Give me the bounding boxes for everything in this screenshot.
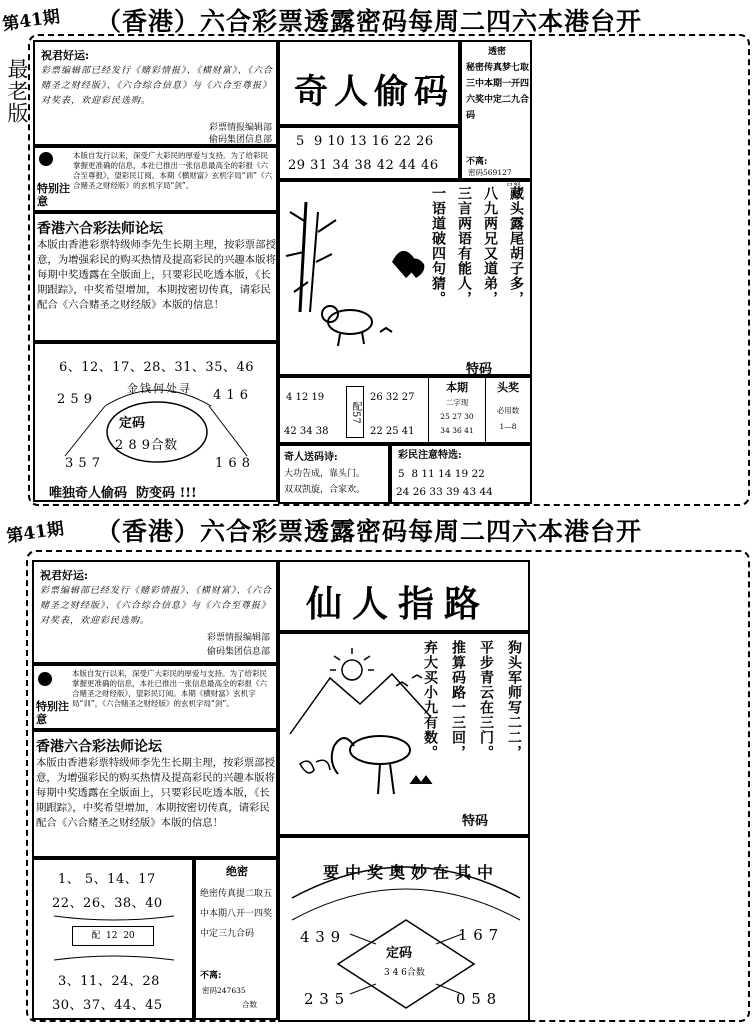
greeting-box (33, 40, 278, 146)
ding-value-2: 3 4 6合数 (384, 968, 425, 978)
edition-label: 最老版 (5, 58, 29, 124)
notice-text: 本版自发行以来，深受广大彩民的厚爱与支持。为了给彩民掌握更准确的信息，本社已推出一张信息最高全的彩报《六合至尊报》，望彩民订阅。本期《横财富》玄机字局“训”《六合赌圣之财经版》的玄机字局“剑”。 (73, 151, 273, 190)
notice-label: 特别注意 (37, 182, 70, 208)
grid-box (278, 376, 532, 444)
caimin-title: 彩民注意特选: (398, 450, 462, 461)
arc-text: 金钱何处寻 (127, 382, 192, 395)
greeting-text-2: 彩票编辑部已经发行《赌彩情报》、《横财富》、《六合赌圣之财经版》、《六合综合信息》与《六合至尊报》对奖表，欢迎彩民选购。 (40, 586, 273, 626)
forum-box (33, 212, 278, 342)
secret-code: 密码569127 (468, 168, 512, 177)
bomb-icon-2 (38, 672, 52, 686)
forum-title-2: 香港六合彩法师论坛 (36, 739, 162, 755)
notice-box-2 (32, 664, 278, 730)
title-box (278, 40, 460, 126)
toujiang-sub: 必用数 (496, 406, 520, 415)
poem-col-2: 八九两兄又道弟， (482, 186, 498, 306)
greeting-sign1: 彩票情报编辑部 (208, 123, 272, 133)
issue-label: 第41期 (1, 7, 62, 35)
benqi-row2: 34 36 41 (440, 426, 474, 435)
top-numbers: 6、12、17、28、31、35、46 (58, 360, 255, 375)
ding-label-2: 定码 (386, 946, 413, 961)
grid-left-top: 4 12 19 (286, 392, 325, 403)
grid-right-bottom: 22 25 41 (370, 426, 415, 437)
ding-value: 2 8 9合数 (115, 438, 178, 453)
bottom-left-number-2: 2 3 5 (304, 990, 345, 1008)
arc-decoration (35, 344, 280, 504)
right-number-2: 1 6 7 (458, 926, 499, 944)
nums-r3: 3、11、24、28 (58, 974, 160, 989)
notice-text-2: 本版自发行以来，深受广大彩民的厚爱与支持。为了给彩民掌握更准确的信息，本社已推出一张信息最高全的彩报《六合赌圣之财经版》，望彩民订阅。本期《横财富》玄机字局“训”，《六合赌圣之财经版》的玄机字局“剑”。 (72, 669, 267, 708)
benqi-sub: 二字现 (445, 398, 469, 407)
benqi-title: 本期 (446, 381, 468, 394)
nums-pei: 配 12 20 (72, 926, 154, 946)
secret-title: 透密 (487, 47, 506, 57)
juemi-code: 密码247635 (202, 986, 246, 995)
grid-left-bottom: 42 34 38 (284, 426, 329, 437)
tema-label: 特码 (466, 362, 493, 377)
notice-label-2: 特别注意 (36, 700, 69, 726)
poem (428, 186, 526, 356)
chart-box-2 (278, 836, 530, 1022)
greeting-title: 祝君好运: (41, 49, 90, 62)
left-number-2: 4 3 9 (300, 928, 341, 946)
secret-text: 秘密传真梦七取三中本期一开四六奖中定二九合码 (466, 63, 530, 121)
grid-right-top: 26 32 27 (370, 392, 415, 403)
ding-label: 定码 (119, 416, 146, 431)
page-header: （香港）六合彩票透露密码每周二四六本港台开 (96, 7, 643, 36)
juemi-code2: 合数 (242, 1000, 257, 1009)
picture-box-2 (278, 632, 530, 836)
caimin-box (390, 444, 532, 504)
juemi-text: 绝密传真提二取五中本期八开一四奖中定三九合码 (200, 889, 273, 939)
secret-box (460, 40, 532, 187)
bottom-right-number: 1 6 8 (215, 456, 251, 471)
toujiang-title: 头奖 (497, 381, 519, 394)
greeting-sign2-2: 偷码集团信息部 (206, 647, 270, 657)
forum-title: 香港六合彩法师论坛 (37, 221, 163, 237)
greeting-title-2: 祝君好运: (40, 569, 89, 582)
secret-code2: 合数 (506, 178, 521, 187)
right-number: 4 1 6 (213, 388, 249, 403)
nums-row2: 29 31 34 38 42 44 46 (288, 158, 439, 173)
left-number: 2 5 9 (57, 392, 93, 407)
main-title: 奇人偷码 (294, 72, 454, 112)
issue-label-2: 第41期 (5, 519, 66, 547)
grid-mid: 配57 (346, 386, 364, 438)
greeting-box-2 (32, 560, 278, 664)
toujiang-val: 1—8 (499, 422, 517, 431)
numbers-box-2 (32, 858, 194, 1020)
greeting-sign1-2: 彩票情报编辑部 (206, 633, 270, 643)
poem2-col-3: 推算码路一三回， (450, 640, 466, 760)
crane-illustration (280, 634, 430, 834)
juemi-buli: 不离: (200, 971, 222, 981)
poem2-col-4: 弃大买小九有数。 (422, 640, 438, 760)
benqi-row1: 25 27 30 (440, 412, 474, 421)
juemi-box (194, 858, 278, 1020)
forum-text: 本版由香港彩票特级师李先生长期主理，按彩票部授意，为增强彩民的购买热情及提高彩民的兴趣本版将每期中奖透露在全版面上，只要彩民吃透本版，《长期跟踪》，中奖希望增加，本期按密切传真，请彩民配合《六合赌圣之财经版》本版的信息！ (37, 239, 276, 311)
juemi-title: 绝密 (226, 865, 248, 878)
poem-col-4: 一语道破四句猜。 (430, 186, 446, 306)
caimin-row2: 24 26 33 39 43 44 (396, 486, 493, 498)
poem-col-1: 藏头露尾胡子多， (508, 186, 524, 306)
qiren-title: 奇人送码诗: (284, 452, 338, 463)
bamboo-illustration (280, 182, 410, 372)
forum-box-2 (32, 730, 278, 858)
title-box-2 (278, 560, 530, 632)
benqi-section (428, 378, 486, 442)
greeting-text: 彩票编辑部已经发行《赌彩情报》、《横财富》、《六合赌圣之财经版》、《六合综合信息》与《六合至尊报》对奖表，欢迎彩民选购。 (41, 66, 274, 106)
nums-r4: 30、37、44、45 (52, 998, 163, 1013)
poem-2 (420, 640, 524, 810)
poem2-col-1: 狗头军师写二二， (506, 640, 522, 760)
qiren-box (278, 444, 390, 504)
numbers-box (278, 126, 460, 180)
bottom-right-number-2: 0 5 8 (456, 990, 497, 1008)
brace-decoration (34, 860, 194, 1020)
bomb-icon (39, 152, 53, 166)
arc-text-2: 要中奖奥妙在其中 (322, 863, 499, 882)
forum-text-2: 本版由香港彩票特级师李先生长期主理，按彩票部授意，为增强彩民的购买热情及提高彩民的兴趣本版将每期中奖透露在全版面上，只要彩民吃透本版，《长期跟踪》，中奖希望增加，本期按密切传真，请彩民配合《六合赌圣之财经版》本版的信息！ (36, 757, 275, 829)
main-title-2: 仙人指路 (306, 583, 491, 625)
bottom-left-number: 3 5 7 (65, 456, 101, 471)
notice-box (33, 146, 278, 212)
nums-r1: 1、 5、14、17 (58, 872, 156, 887)
qiren-line2: 双双凯旋，合家欢。 (284, 485, 366, 495)
nums-row1: 5 9 10 13 16 22 26 (296, 134, 434, 149)
page-header-2: （香港）六合彩票透露密码每周二四六本港台开 (96, 517, 643, 546)
picture-box (278, 180, 532, 376)
slogan: 唯独奇人偷码 防变码 !!! (49, 486, 197, 501)
nums-r2: 22、26、38、40 (52, 896, 163, 911)
number-chart-box (33, 342, 278, 502)
caimin-row1: 5 8 11 14 19 22 (398, 468, 485, 480)
secret-buli: 不离: (466, 157, 488, 167)
poem2-col-2: 平步青云在三门。 (478, 640, 494, 760)
qiren-line1: 大功告成，靠头门。 (284, 469, 366, 479)
tema-label-2: 特码 (462, 814, 489, 829)
greeting-sign2: 偷码集团信息部 (208, 135, 272, 145)
poem-col-3: 三言两语有能人， (456, 186, 472, 306)
